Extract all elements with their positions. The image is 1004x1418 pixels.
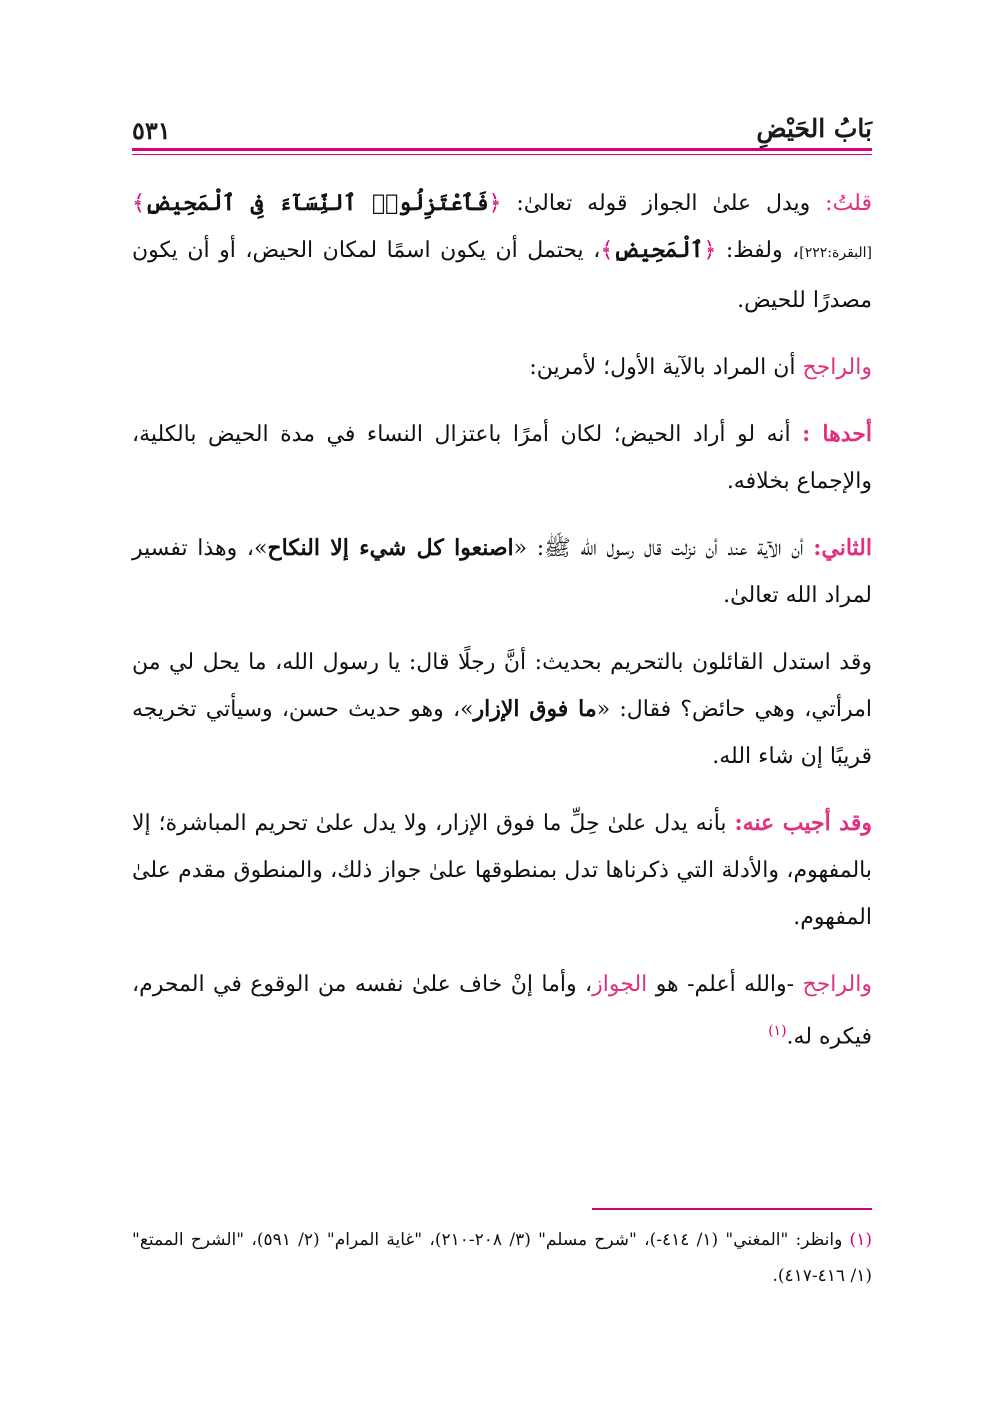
hadith-text: ما فوق الإزار <box>473 696 597 722</box>
main-text <box>132 180 872 1080</box>
paragraph-1 <box>132 180 872 324</box>
text-run: أنه لو أراد الحيض؛ لكان أمرًا باعتزال النساء في مدة الحيض بالكلية، والإجماع بخلافه. <box>132 422 872 494</box>
lead-word: أحدها : <box>802 421 872 447</box>
paragraph-7 <box>132 961 872 1060</box>
lead-word: والراجح <box>802 355 872 380</box>
text-run: -والله أعلم- هو <box>647 972 803 997</box>
footnote-text: وانظر: "المغني" (١/ ٤١٤-)، "شرح مسلم" (٣/ ٢٠٨-٢١٠)، "غاية المرام" (٢/ ٥٩١)، "الشرح الممتع" (١/ ٤١٦-٤١٧). <box>132 1230 872 1286</box>
page-number: ٥٣١ <box>132 116 171 145</box>
paragraph-5 <box>132 639 872 780</box>
quran-verse: فَٱعْتَزِلُوا۟ ٱلنِّسَآءَ فِى ٱلْمَحِيضِ <box>144 190 489 216</box>
header-rule-thick <box>132 148 872 151</box>
footnote-reference[interactable]: (١) <box>768 1023 787 1039</box>
header-rule-thin <box>132 154 872 155</box>
quran-word: ٱلْمَحِيضِ <box>613 237 704 263</box>
text-run: »، وهذا تفسير لمراد الله تعالىٰ. <box>132 536 872 608</box>
highlighted-answer: الجواز <box>592 972 648 997</box>
text-run: وقد استدل القائلون بالتحريم بحديث: أنَّ رجلًا قال: يا رسول الله، ما يحل لي من امرأتي، وهي حائض؟ فقال: « <box>132 650 872 722</box>
lead-word: وقد أجيب عنه: <box>734 810 872 836</box>
ornament-close-icon: ﴾ <box>600 238 614 263</box>
paragraph-2 <box>132 344 872 391</box>
paragraph-4 <box>132 525 872 619</box>
lead-word: قلتُ: <box>825 191 872 216</box>
lead-word: الثاني: <box>813 535 872 561</box>
text-run: ، يحتمل أن يكون اسمًا لمكان الحيض، أو أن يكون مصدرًا للحيض. <box>132 238 872 313</box>
text-run: أن الآية عند أن نزلت قال رسول الله ﷺ: « <box>513 536 814 561</box>
footnote <box>132 1222 872 1294</box>
text-run: ، ولفظ: <box>716 238 800 263</box>
text-run: أن المراد بالآية الأول؛ لأمرين: <box>529 355 803 380</box>
text-run: »، وهو حديث حسن، وسيأتي تخريجه قريبًا إن شاء الله. <box>132 697 872 769</box>
hadith-text: اصنعوا كل شيء إلا النكاح <box>267 535 514 561</box>
text-run: بأنه يدل علىٰ حِلِّ ما فوق الإزار، ولا يدل علىٰ تحريم المباشرة؛ إلا بالمفهوم، والأدلة التي ذكرناها تدل بمنطوقها علىٰ جواز ذلك، والمنطوق مقدم علىٰ المفهوم. <box>132 811 872 930</box>
ornament-open-icon: ﴿ <box>703 238 717 263</box>
text-run: ، وأما إنْ خاف علىٰ نفسه من الوقوع في المحرم، فيكره له. <box>132 972 872 1050</box>
verse-reference: [البقرة:٢٢٢] <box>799 245 872 261</box>
chapter-title: بَابُ الحَيْضِ <box>756 114 872 143</box>
lead-word: والراجح <box>802 972 872 997</box>
text-run: ويدل علىٰ الجواز قوله تعالىٰ: <box>501 191 826 216</box>
footnote-marker: (١) <box>849 1230 872 1250</box>
footnote-rule <box>592 1208 872 1210</box>
page-header <box>132 110 872 150</box>
ornament-close-icon: ﴾ <box>132 191 145 216</box>
ornament-open-icon: ﴿ <box>488 191 502 216</box>
paragraph-3 <box>132 411 872 505</box>
paragraph-6 <box>132 800 872 941</box>
